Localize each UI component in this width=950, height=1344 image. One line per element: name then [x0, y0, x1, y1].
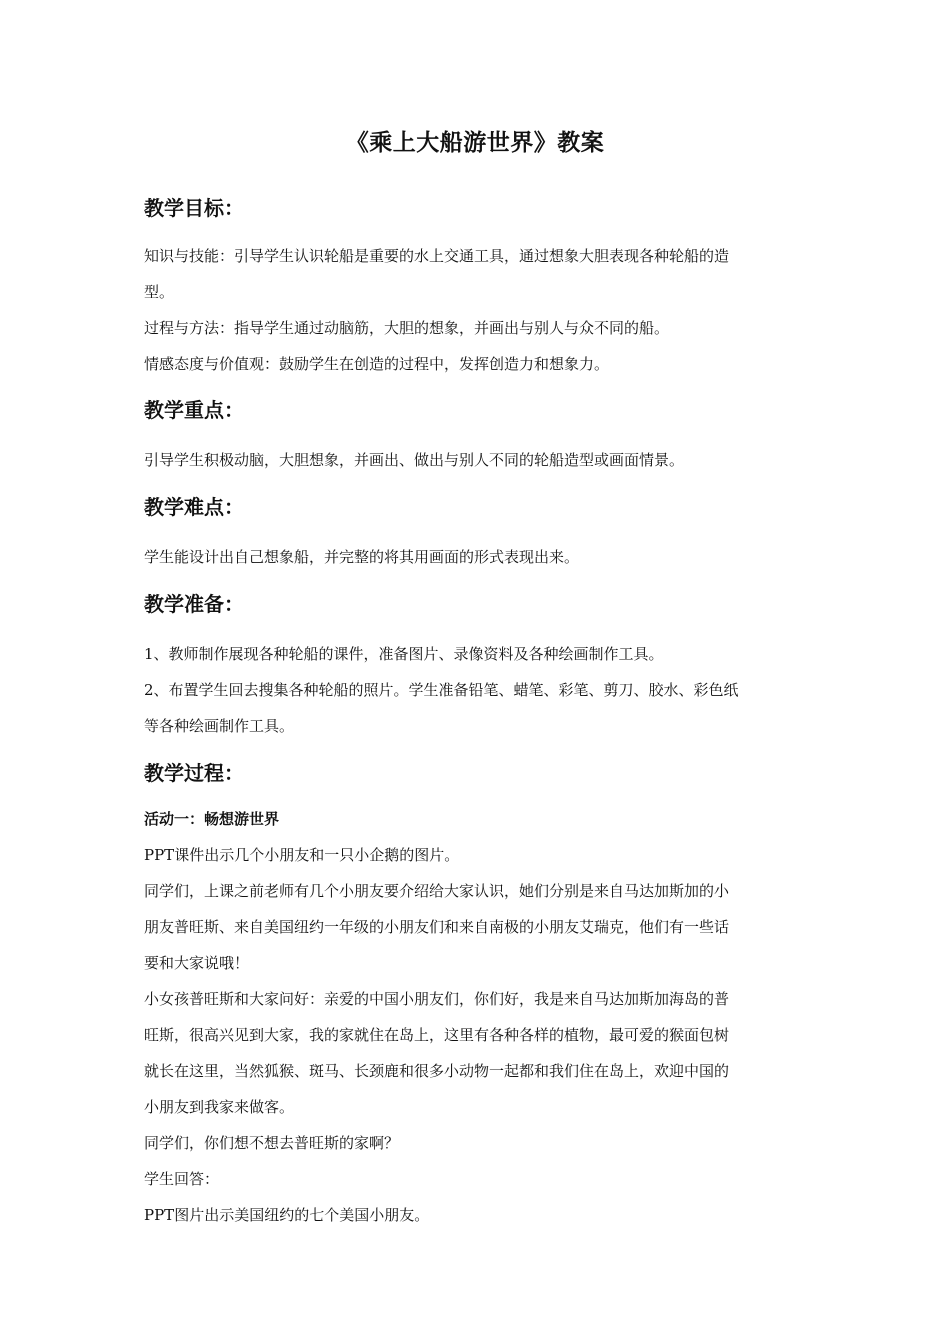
- preparation-line: 2、布置学生回去搜集各种轮船的照片。学生准备铅笔、蜡笔、彩笔、剪刀、胶水、彩色纸: [144, 681, 739, 699]
- objectives-line: 知识与技能：引导学生认识轮船是重要的水上交通工具，通过想象大胆表现各种轮船的造: [144, 247, 730, 265]
- process-line: 同学们，上课之前老师有几个小朋友要介绍给大家认识，她们分别是来自马达加斯加的小: [144, 882, 730, 900]
- section-objectives: [144, 194, 814, 382]
- preparation-heading: 教学准备：: [144, 592, 244, 616]
- preparation-line: 等各种绘画制作工具。: [144, 717, 295, 735]
- preparation-line: 1、教师制作展现各种轮船的课件，准备图片、录像资料及各种绘画制作工具。: [144, 645, 664, 663]
- process-line: 就长在这里，当然狐猴、斑马、长颈鹿和很多小动物一起都和我们住在岛上，欢迎中国的: [144, 1062, 730, 1080]
- objectives-heading: 教学目标：: [144, 196, 244, 220]
- process-line: 小朋友到我家来做客。: [144, 1098, 295, 1116]
- key-points-heading: 教学重点：: [144, 398, 244, 422]
- difficulties-line: 学生能设计出自己想象船，并完整的将其用画面的形式表现出来。: [144, 548, 580, 566]
- process-line: 小女孩普旺斯和大家问好：亲爱的中国小朋友们，你们好，我是来自马达加斯加海岛的普: [144, 990, 730, 1008]
- section-key-points: [144, 396, 814, 478]
- process-line: 同学们，你们想不想去普旺斯的家啊？: [144, 1134, 400, 1152]
- objectives-line: 型。: [144, 283, 175, 301]
- process-line: PPT课件出示几个小朋友和一只小企鹅的图片。: [144, 846, 460, 864]
- difficulties-heading: 教学难点：: [144, 495, 244, 519]
- process-line: 旺斯，很高兴见到大家，我的家就住在岛上，这里有各种各样的植物，最可爱的猴面包树: [144, 1026, 730, 1044]
- key-points-line: 引导学生积极动脑，大胆想象，并画出、做出与别人不同的轮船造型或画面情景。: [144, 451, 685, 469]
- process-heading: 教学过程：: [144, 761, 244, 785]
- document-title: 《乘上大船游世界》教案: [345, 129, 605, 156]
- process-line: 朋友普旺斯、来自美国纽约一年级的小朋友们和来自南极的小朋友艾瑞克，他们有一些话: [144, 918, 730, 936]
- process-line: 学生回答：: [144, 1170, 220, 1188]
- objectives-line: 情感态度与价值观：鼓励学生在创造的过程中，发挥创造力和想象力。: [144, 355, 610, 373]
- section-difficulties: [144, 493, 814, 575]
- process-line: PPT图片出示美国纽约的七个美国小朋友。: [144, 1206, 430, 1224]
- section-process: [144, 759, 814, 1233]
- objectives-line: 过程与方法：指导学生通过动脑筋，大胆的想象，并画出与别人与众不同的船。: [144, 319, 670, 337]
- process-line: 要和大家说哦！: [144, 954, 250, 972]
- section-preparation: [144, 590, 814, 744]
- activity-title: 活动一：畅想游世界: [144, 810, 280, 828]
